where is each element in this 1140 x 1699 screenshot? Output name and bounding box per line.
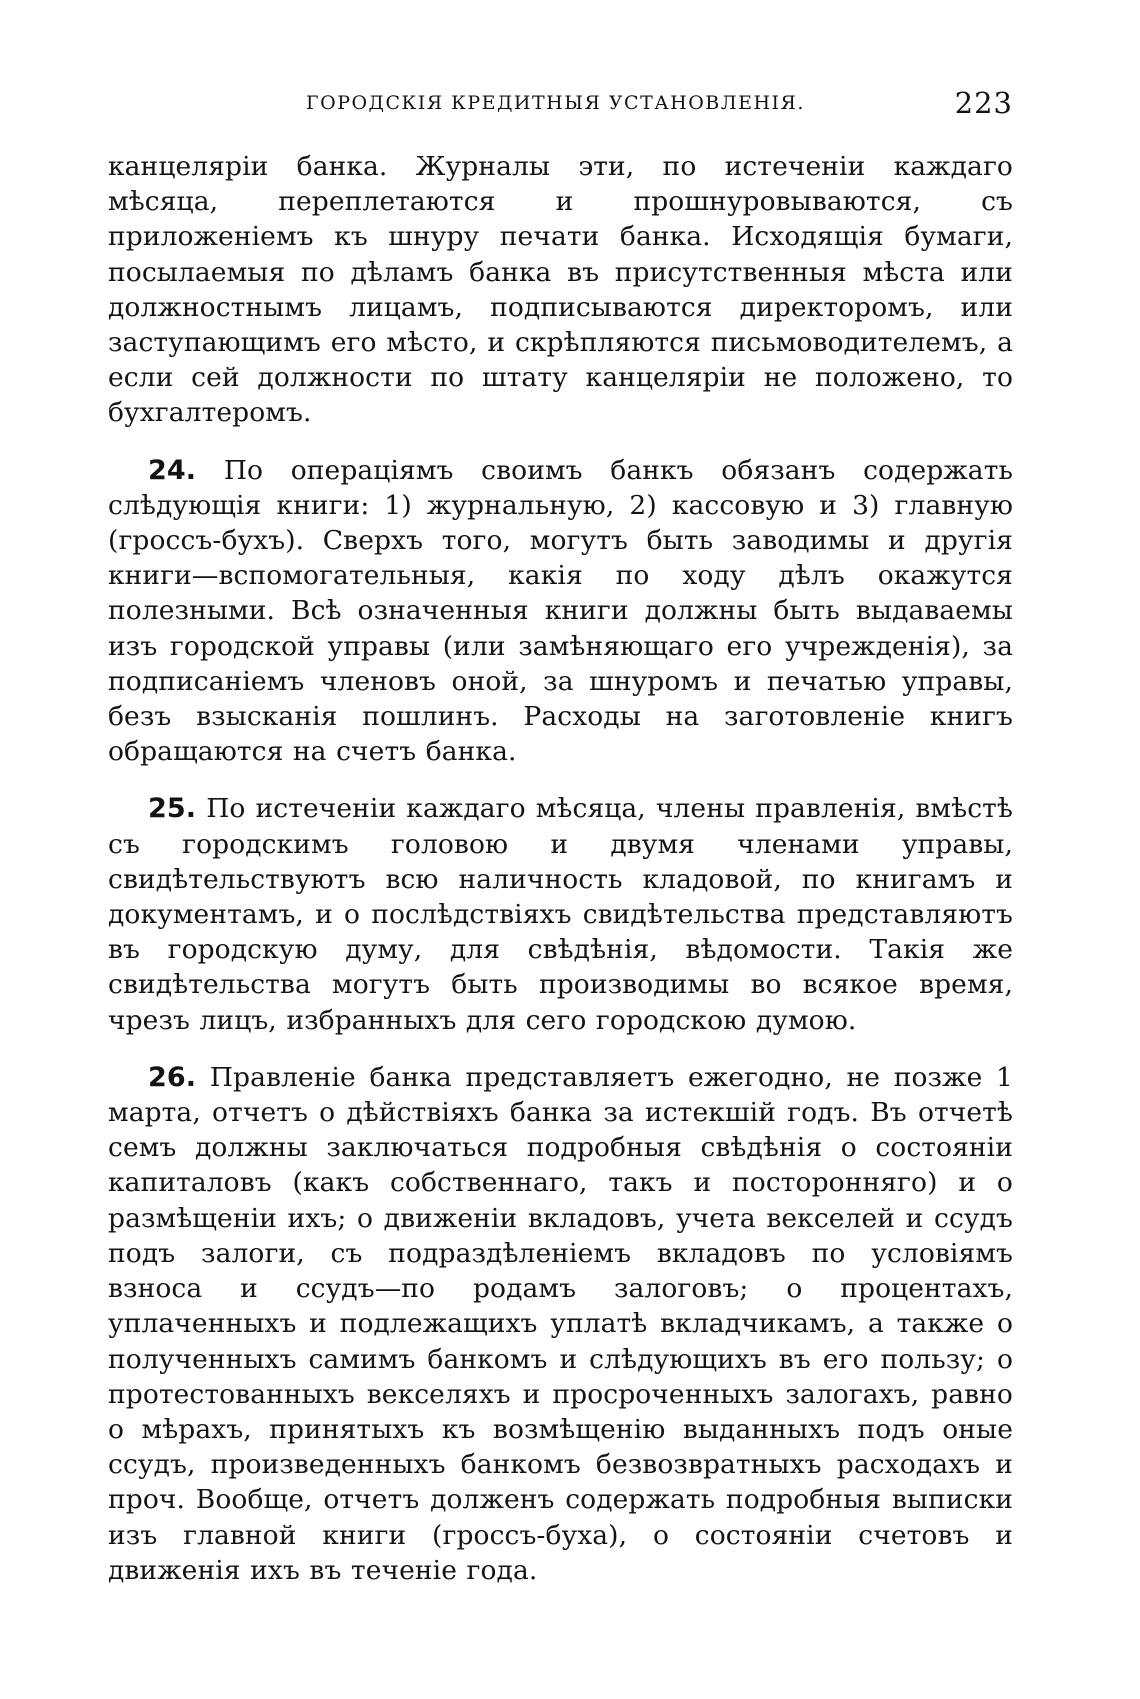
article-25 xyxy=(108,791,1013,1037)
page-number: 223 xyxy=(954,86,1013,120)
paragraph-text: По истеченіи каждаго мѣсяца, члены правленія, вмѣстѣ съ городскимъ головою и двумя членами управы, свидѣтельствуютъ всю наличность кладовой, по книгамъ и документамъ, и о послѣдствіяхъ свидѣтельства представляютъ въ городскую думу, для свѣдѣнія, вѣдомости. Такія же свидѣтельства могутъ быть производимы во всякое время, чрезъ лицъ, избранныхъ для сего городскою думою. xyxy=(108,793,1013,1036)
paragraph-text: Правленіе банка представляетъ ежегодно, не позже 1 марта, отчетъ о дѣйствіяхъ банка за истекшій годъ. Въ отчетѣ семъ должны заключаться подробныя свѣдѣнія о состояніи капиталовъ (какъ собственнаго, такъ и посторонняго) и о размѣщеніи ихъ; о движеніи вкладовъ, учета векселей и ссудъ подъ залоги, съ подраздѣленіемъ вкладовъ по условіямъ взноса и ссудъ—по родамъ залоговъ; о процентахъ, уплаченныхъ и подлежащихъ уплатѣ вкладчикамъ, а также о полученныхъ самимъ банкомъ и слѣдующихъ въ его пользу; о протестованныхъ векселяхъ и просроченныхъ залогахъ, равно о мѣрахъ, принятыхъ къ возмѣщенію выданныхъ подъ оные ссудъ, произведенныхъ банкомъ безвозвратныхъ расходахъ и проч. Вообще, отчетъ долженъ содержать подробныя выписки изъ главной книги (гроссъ-буха), о состояніи счетовъ и движенія ихъ въ теченіе года. xyxy=(108,1061,1013,1586)
article-26 xyxy=(108,1060,1013,1588)
paragraph-continued xyxy=(108,149,1013,431)
article-24 xyxy=(108,453,1013,770)
article-number: 25. xyxy=(148,793,197,825)
running-title: ГОРОДСКІЯ КРЕДИТНЫЯ УСТАНОВЛЕНІЯ. xyxy=(306,92,805,114)
book-page xyxy=(108,88,1013,1588)
article-number: 26. xyxy=(148,1061,197,1093)
paragraph-text: канцеляріи банка. Журналы эти, по истеченіи каждаго мѣсяца, переплетаются и прошнуровываются, съ приложеніемъ къ шнуру печати банка. Исходящія бумаги, посылаемыя по дѣламъ банка въ присутственныя мѣста или должностнымъ лицамъ, подписываются директоромъ, или заступающимъ его мѣсто, и скрѣпляются письмоводителемъ, а если сей должности по штату канцеляріи не положено, то бухгалтеромъ. xyxy=(108,151,1013,429)
running-header xyxy=(108,88,1013,132)
article-number: 24. xyxy=(148,454,197,486)
paragraph-text: По операціямъ своимъ банкъ обязанъ содержать слѣдующія книги: 1) журнальную, 2) кассовую и 3) главную (гроссъ-бухъ). Сверхъ того, могутъ быть заводимы и другія книги—вспомогательныя, какія по ходу дѣлъ окажутся полезными. Всѣ означенныя книги должны быть выдаваемы изъ городской управы (или замѣняющаго его учрежденія), за подписаніемъ членовъ оной, за шнуромъ и печатью управы, безъ взысканія пошлинъ. Расходы на заготовленіе книгъ обращаются на счетъ банка. xyxy=(108,454,1013,768)
